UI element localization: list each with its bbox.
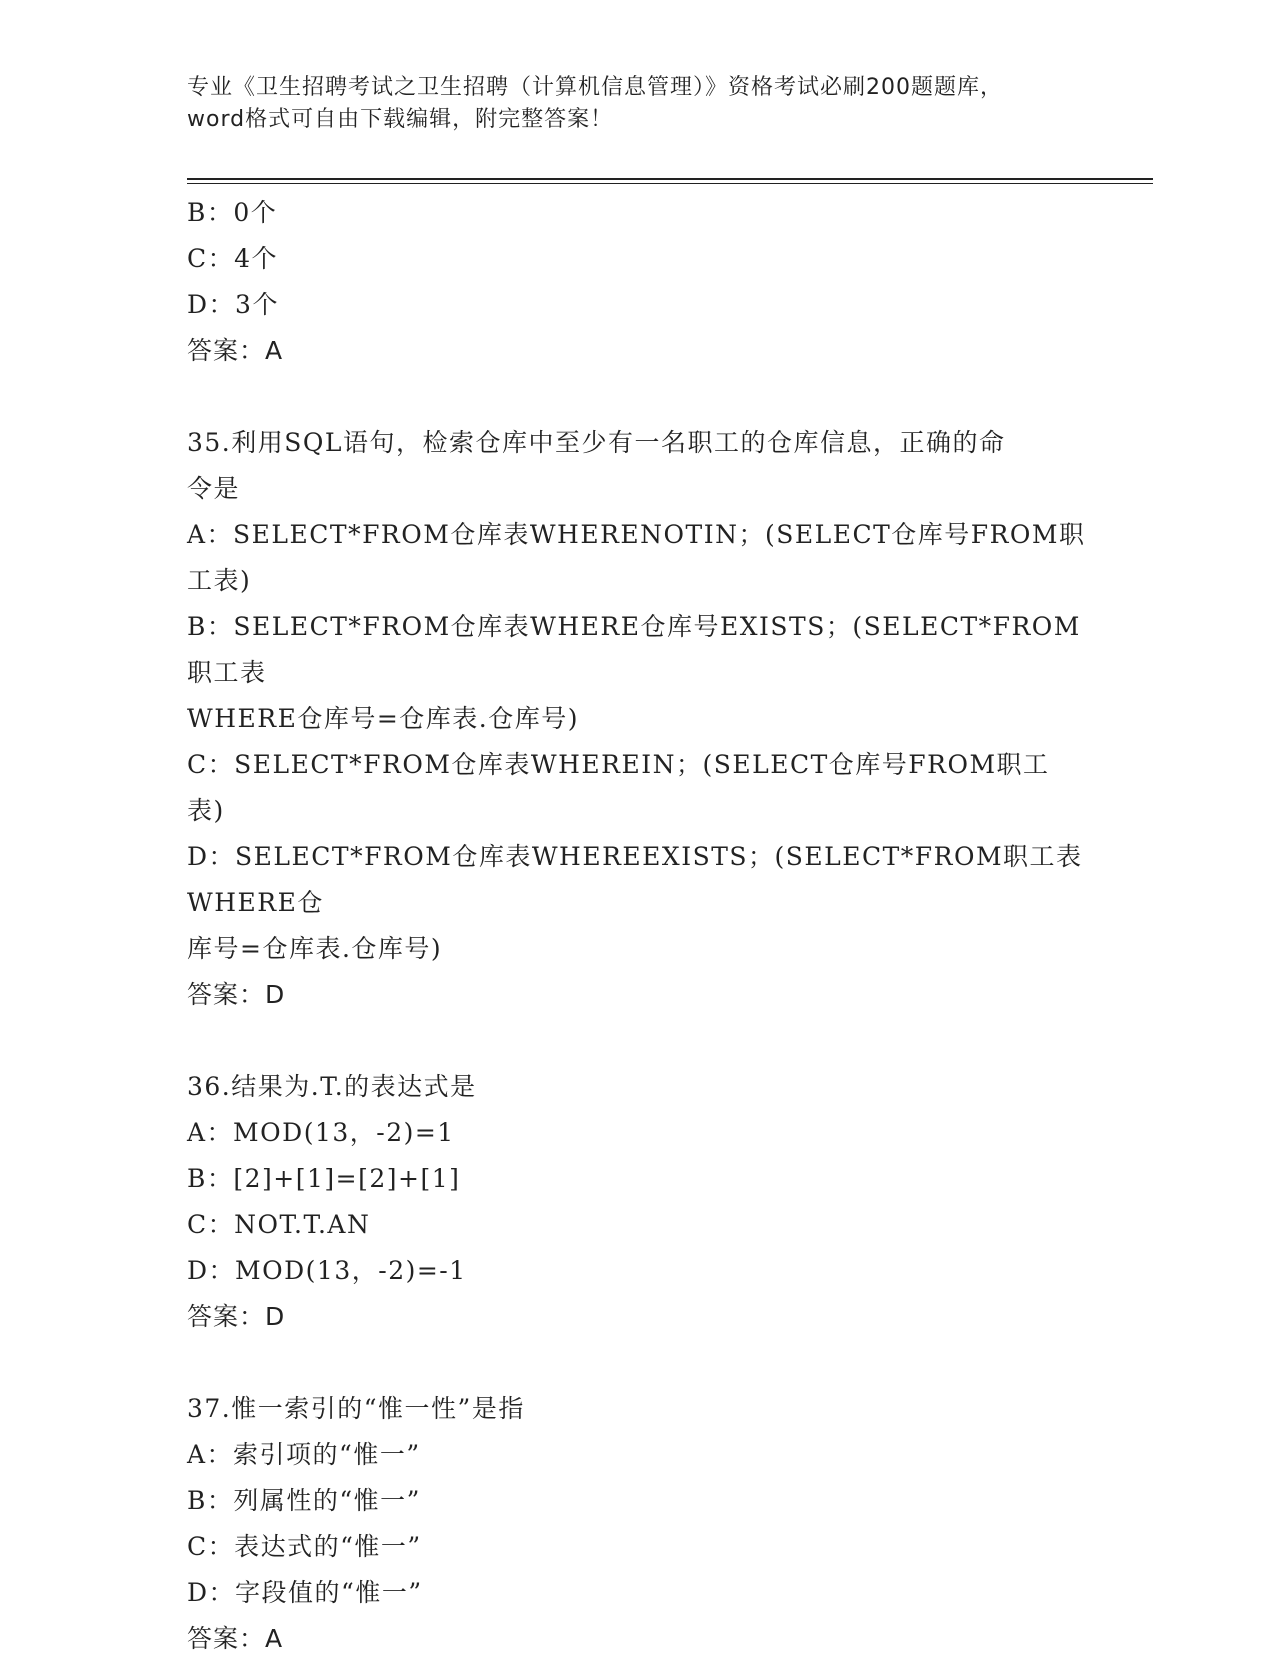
option-b: B：SELECT*FROM仓库表WHERE仓库号EXISTS；(SELECT*FROM职工表 (187, 612, 1081, 687)
option-b-continued: WHERE仓库号=仓库表.仓库号) (187, 704, 579, 733)
header-divider-thin (187, 183, 1153, 184)
option-d: D：字段值的“惟一” (187, 1578, 423, 1607)
question-35 (187, 420, 1087, 1018)
question-stem: 35.利用SQL语句，检索仓库中至少有一名职工的仓库信息，正确的命 (187, 428, 1006, 457)
option-a: A：MOD(13，-2)=1 (187, 1118, 455, 1147)
answer-line: 答案：A (187, 336, 284, 365)
option-a: A：SELECT*FROM仓库表WHERENOTIN；(SELECT仓库号FROM职工表) (187, 520, 1086, 595)
option-b: B：列属性的“惟一” (187, 1486, 421, 1515)
option-c: C：4个 (187, 244, 279, 273)
header-divider-thick (187, 178, 1153, 180)
option-d: D：3个 (187, 290, 279, 319)
answer-line: 答案：A (187, 1624, 284, 1653)
question-34-tail (187, 190, 1087, 374)
header-title-line-2: word格式可自由下载编辑，附完整答案！ (187, 107, 614, 132)
option-d: D：MOD(13，-2)=-1 (187, 1256, 467, 1285)
question-stem: 36.结果为.T.的表达式是 (187, 1072, 477, 1101)
option-d: D：SELECT*FROM仓库表WHEREEXISTS；(SELECT*FROM职工表WHERE仓 (187, 842, 1083, 917)
question-stem: 37.惟一索引的“惟一性”是指 (187, 1394, 525, 1423)
spacer (187, 374, 1087, 420)
option-c: C：表达式的“惟一” (187, 1532, 422, 1561)
option-b: B：[2]+[1]=[2]+[1] (187, 1164, 461, 1193)
question-37 (187, 1386, 1087, 1662)
document-body (187, 190, 1087, 1662)
spacer (187, 1018, 1087, 1064)
option-c: C：SELECT*FROM仓库表WHEREIN；(SELECT仓库号FROM职工表) (187, 750, 1050, 825)
question-36 (187, 1064, 1087, 1340)
option-d-continued: 库号=仓库表.仓库号) (187, 934, 443, 963)
document-header (187, 72, 1087, 136)
option-c: C：NOT.T.AN (187, 1210, 371, 1239)
option-b: B：0个 (187, 198, 278, 227)
answer-line: 答案：D (187, 980, 286, 1009)
header-title-line-1: 专业《卫生招聘考试之卫生招聘（计算机信息管理）》资格考试必刷200题题库， (187, 75, 1003, 100)
spacer (187, 1340, 1087, 1386)
question-stem-continued: 令是 (187, 474, 241, 503)
option-a: A：索引项的“惟一” (187, 1440, 421, 1469)
answer-line: 答案：D (187, 1302, 286, 1331)
